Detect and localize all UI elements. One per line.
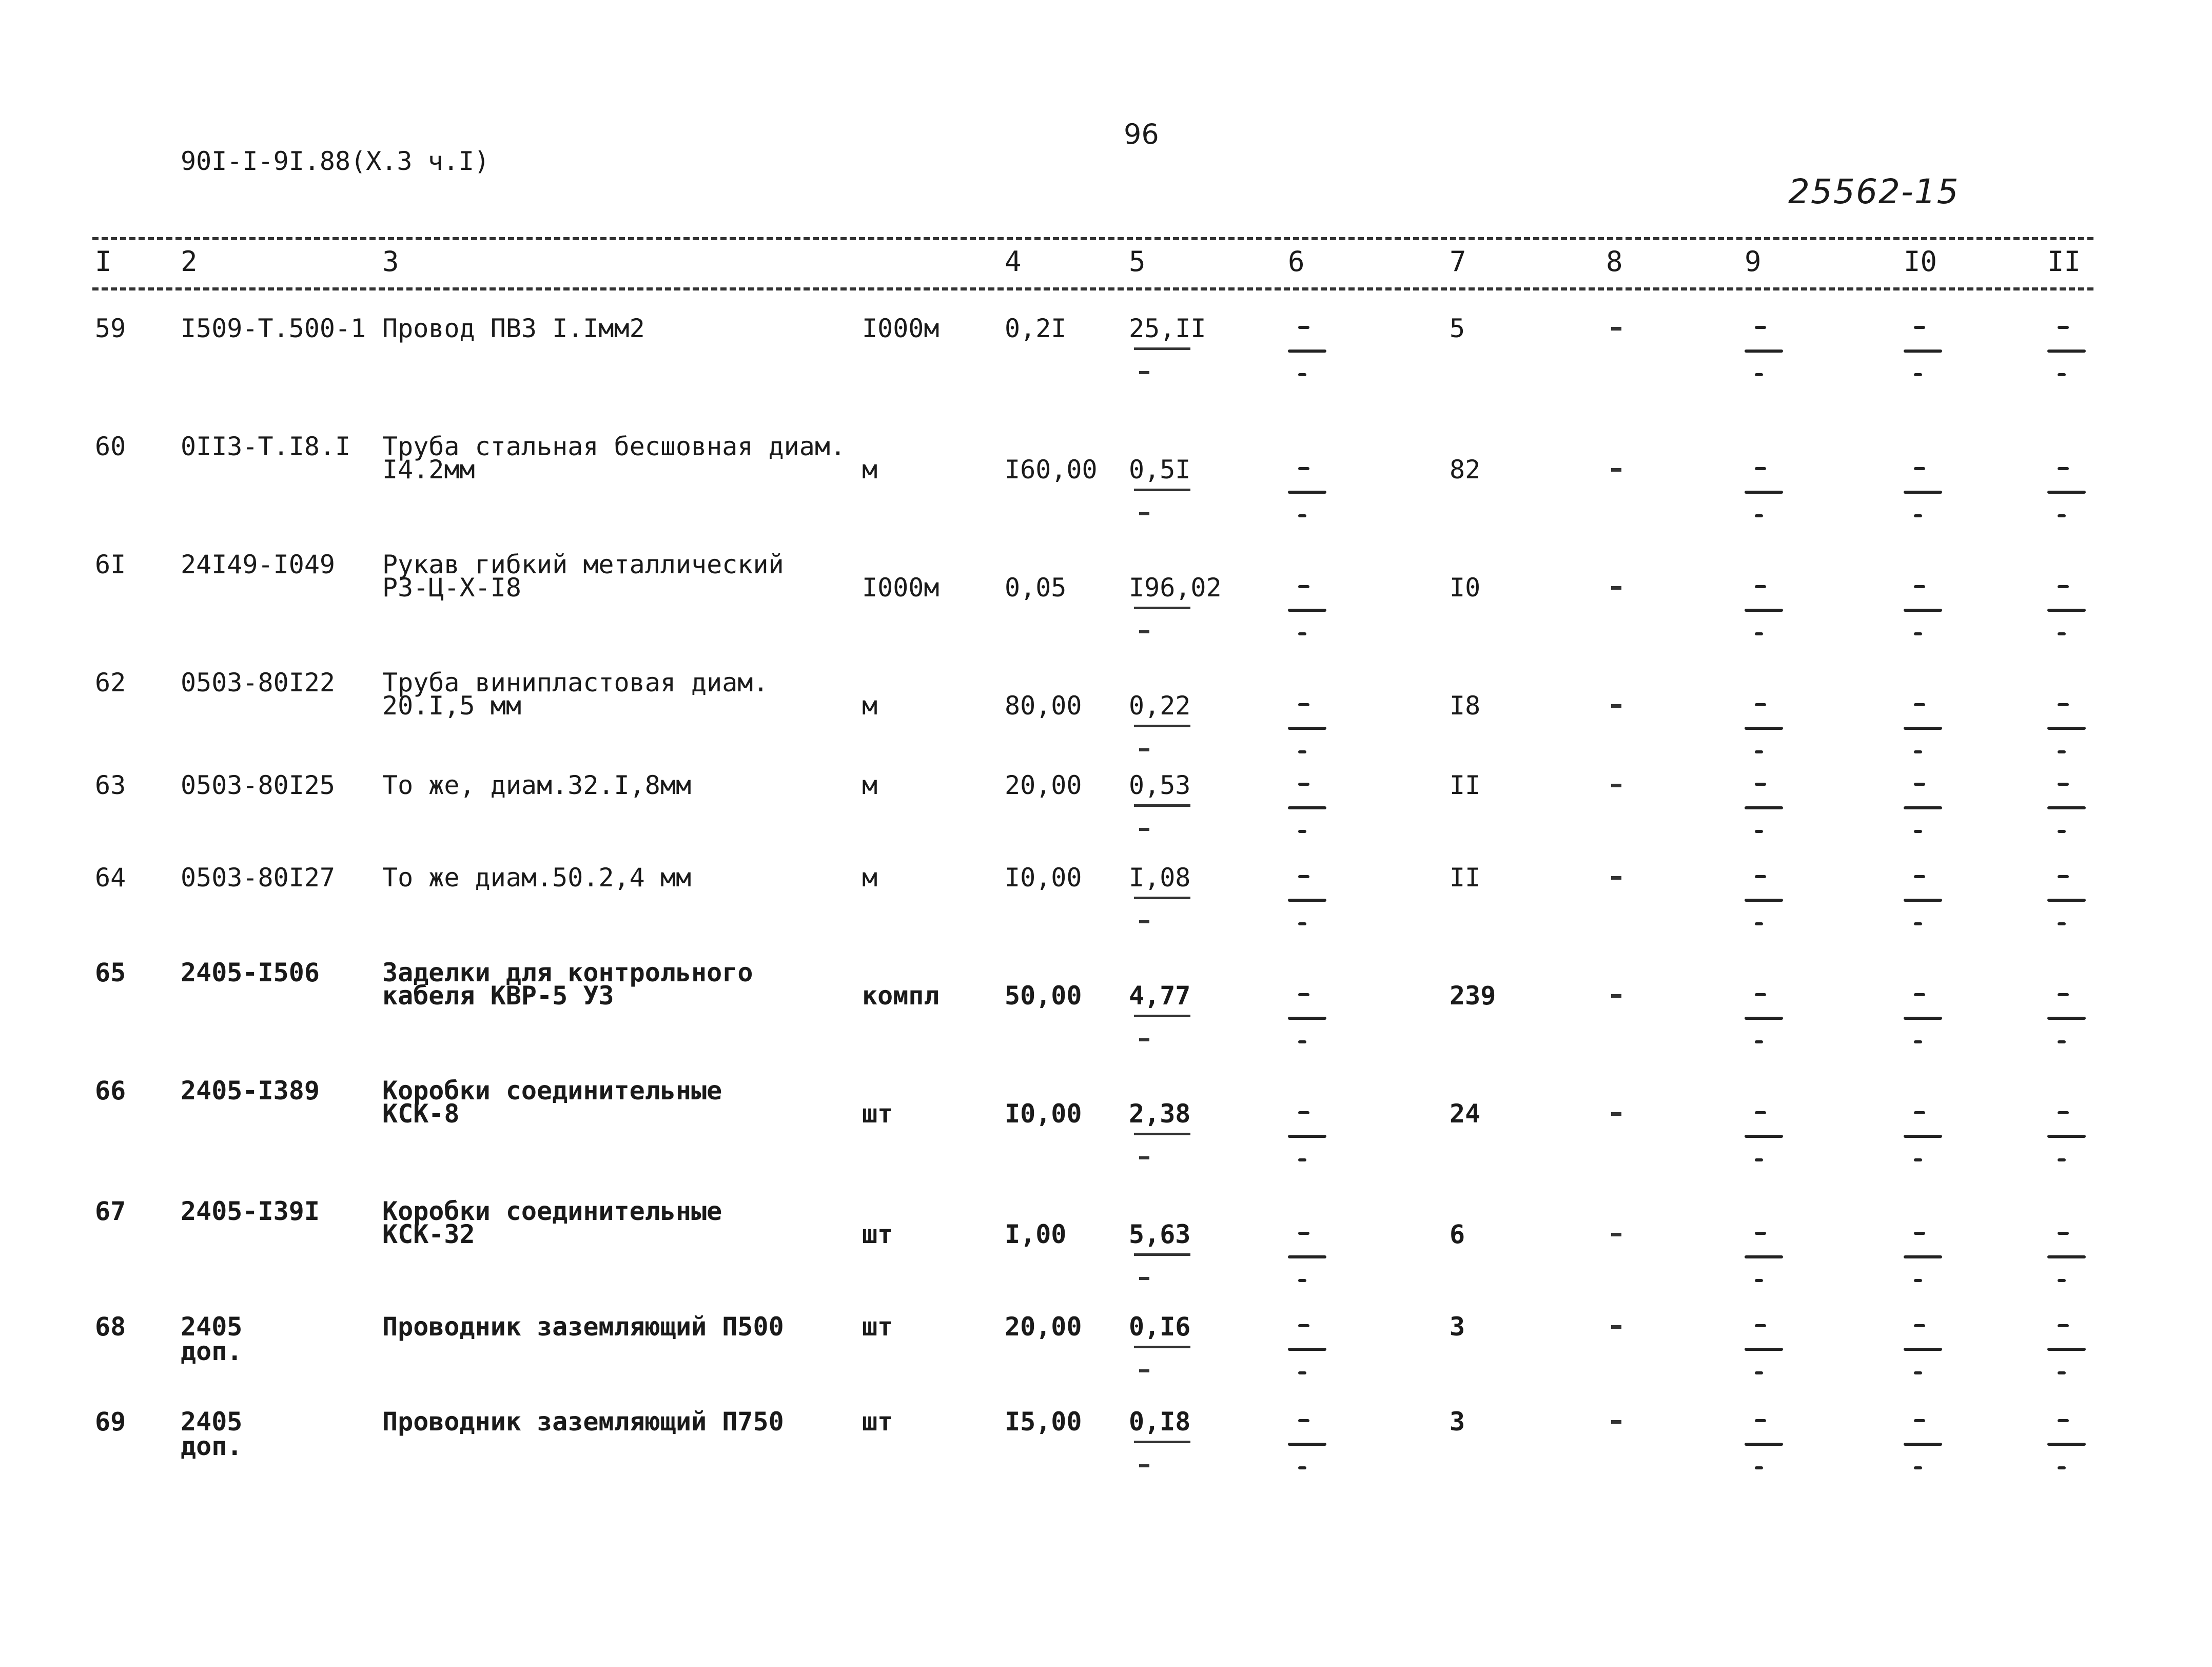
dash-mark <box>1904 703 1945 775</box>
col8-dash <box>1611 784 1621 787</box>
col8-dash <box>1611 586 1621 590</box>
unit-price: 0,5I <box>1129 455 1191 484</box>
dash-mark <box>1745 875 1786 947</box>
unit-price: 0,I6 <box>1129 1312 1191 1342</box>
col8-dash <box>1611 327 1621 331</box>
dash-mark <box>1904 993 1945 1065</box>
dash-mark <box>1288 783 1329 855</box>
row-number: 60 <box>95 432 126 461</box>
item-code: 0II3-T.I8.I <box>181 432 351 461</box>
item-name-line2: I4.2мм <box>382 455 475 484</box>
dash-mark <box>1288 1111 1329 1183</box>
unit: шт <box>862 1407 893 1437</box>
price-dash <box>1139 371 1149 374</box>
dash-mark <box>1288 1419 1329 1491</box>
unit-price: 0,I8 <box>1129 1407 1191 1437</box>
quantity: 20,00 <box>1005 1312 1082 1342</box>
price-underline <box>1134 1133 1190 1135</box>
col8-dash <box>1611 468 1621 472</box>
price-underline <box>1134 347 1190 350</box>
item-code-suffix: доп. <box>181 1431 243 1461</box>
item-name: То же диам.50.2,4 мм <box>382 863 692 893</box>
item-name: Труба винипластовая диам. <box>382 668 769 697</box>
price-dash <box>1139 1464 1149 1467</box>
col7-value: 239 <box>1450 981 1496 1011</box>
row-number: 63 <box>95 770 126 800</box>
unit: шт <box>862 1312 893 1342</box>
dash-mark <box>1904 585 1945 657</box>
dash-mark <box>2047 703 2088 775</box>
dash-mark <box>1745 993 1786 1065</box>
column-header: 5 <box>1129 245 1146 278</box>
price-dash <box>1139 828 1149 831</box>
unit-price: I,08 <box>1129 863 1191 893</box>
price-underline <box>1134 489 1190 491</box>
col7-value: II <box>1450 863 1481 893</box>
dash-mark <box>1745 585 1786 657</box>
price-dash <box>1139 512 1149 515</box>
item-code: 0503-80I25 <box>181 770 336 800</box>
item-name-line2: 20.I,5 мм <box>382 691 521 721</box>
col8-dash <box>1611 876 1621 880</box>
document-code: 90I-I-9I.88(X.3 ч.I) <box>181 146 490 176</box>
price-dash <box>1139 1369 1149 1372</box>
price-dash <box>1139 920 1149 923</box>
quantity: I5,00 <box>1005 1407 1082 1437</box>
col8-dash <box>1611 704 1621 708</box>
unit: м <box>862 691 878 721</box>
dash-mark <box>1745 1419 1786 1491</box>
price-underline <box>1134 1253 1190 1256</box>
quantity: I60,00 <box>1005 455 1098 484</box>
item-code: 2405-I389 <box>181 1076 320 1106</box>
column-header: 9 <box>1745 245 1761 278</box>
col8-dash <box>1611 994 1621 998</box>
dash-mark <box>2047 1324 2088 1396</box>
item-code: 2405 <box>181 1407 243 1437</box>
price-dash <box>1139 748 1149 751</box>
price-underline <box>1134 804 1190 807</box>
column-header: 3 <box>382 245 399 278</box>
col7-value: 24 <box>1450 1099 1481 1129</box>
col7-value: 82 <box>1450 455 1481 484</box>
dash-mark <box>1904 326 1945 398</box>
dash-mark <box>2047 875 2088 947</box>
item-name: Рукав гибкий металлический <box>382 550 784 579</box>
col7-value: 3 <box>1450 1407 1465 1437</box>
item-name: Заделки для контрольного <box>382 958 753 987</box>
item-name: Коробки соединительные <box>382 1196 722 1226</box>
col8-dash <box>1611 1325 1621 1329</box>
item-name: То же, диам.32.I,8мм <box>382 770 692 800</box>
dash-mark <box>1745 326 1786 398</box>
dash-mark <box>2047 1111 2088 1183</box>
unit: I000м <box>862 314 939 343</box>
dash-mark <box>1745 467 1786 539</box>
unit: м <box>862 863 878 893</box>
item-code-suffix: доп. <box>181 1336 243 1366</box>
unit-price: 2,38 <box>1129 1099 1191 1129</box>
col7-value: I8 <box>1450 691 1481 721</box>
dash-mark <box>1745 1111 1786 1183</box>
price-underline <box>1134 897 1190 899</box>
unit-price: 25,II <box>1129 314 1206 343</box>
quantity: I,00 <box>1005 1219 1067 1249</box>
dash-mark <box>1904 1232 1945 1304</box>
quantity: 0,2I <box>1005 314 1067 343</box>
dash-mark <box>1745 783 1786 855</box>
item-name: Коробки соединительные <box>382 1076 722 1106</box>
price-underline <box>1134 1346 1190 1348</box>
item-name: Проводник заземляющий П500 <box>382 1312 784 1342</box>
dash-mark <box>1288 703 1329 775</box>
unit-price: I96,02 <box>1129 573 1222 603</box>
column-header: 7 <box>1450 245 1466 278</box>
item-name: Проводник заземляющий П750 <box>382 1407 784 1437</box>
unit-price: 5,63 <box>1129 1219 1191 1249</box>
dash-mark <box>2047 993 2088 1065</box>
item-code: 2405-I39I <box>181 1196 320 1226</box>
unit: I000м <box>862 573 939 603</box>
dash-mark <box>1745 1324 1786 1396</box>
unit: м <box>862 770 878 800</box>
unit: шт <box>862 1099 893 1129</box>
col8-dash <box>1611 1420 1621 1424</box>
dash-mark <box>2047 1232 2088 1304</box>
item-name: Труба стальная бесшовная диам. <box>382 432 846 461</box>
page-number: 96 <box>1124 118 1159 150</box>
column-header: I0 <box>1904 245 1937 278</box>
dash-mark <box>2047 1419 2088 1491</box>
dash-mark <box>1288 1324 1329 1396</box>
item-code: 24I49-I049 <box>181 550 336 579</box>
sheet-number: 25562-15 <box>1788 172 1960 211</box>
row-number: 66 <box>95 1076 126 1106</box>
item-code: 2405 <box>181 1312 243 1342</box>
dash-mark <box>2047 467 2088 539</box>
item-code: 0503-80I27 <box>181 863 336 893</box>
col8-dash <box>1611 1112 1621 1116</box>
dash-mark <box>1904 467 1945 539</box>
dash-mark <box>2047 585 2088 657</box>
price-dash <box>1139 630 1149 633</box>
item-name-line2: РЗ-Ц-Х-I8 <box>382 573 521 603</box>
unit: компл <box>862 981 939 1011</box>
item-name: Провод ПВЗ I.Iмм2 <box>382 314 645 343</box>
price-dash <box>1139 1277 1149 1280</box>
column-header: 4 <box>1005 245 1022 278</box>
table-header-rule <box>92 287 2093 290</box>
column-header: 8 <box>1606 245 1623 278</box>
dash-mark <box>2047 783 2088 855</box>
row-number: 6I <box>95 550 126 579</box>
item-name-line2: КСК-32 <box>382 1219 475 1249</box>
column-header: I <box>95 245 112 278</box>
quantity: 20,00 <box>1005 770 1082 800</box>
unit: м <box>862 455 878 484</box>
item-code: 2405-I506 <box>181 958 320 987</box>
dash-mark <box>1745 703 1786 775</box>
price-underline <box>1134 607 1190 609</box>
item-code: I509-T.500-1 <box>181 314 366 343</box>
row-number: 64 <box>95 863 126 893</box>
col7-value: II <box>1450 770 1481 800</box>
quantity: 80,00 <box>1005 691 1082 721</box>
column-header: II <box>2047 245 2081 278</box>
dash-mark <box>1288 585 1329 657</box>
dash-mark <box>1288 993 1329 1065</box>
item-code: 0503-80I22 <box>181 668 336 697</box>
quantity: 50,00 <box>1005 981 1082 1011</box>
column-header: 2 <box>181 245 198 278</box>
unit-price: 4,77 <box>1129 981 1191 1011</box>
price-dash <box>1139 1156 1149 1159</box>
row-number: 59 <box>95 314 126 343</box>
col7-value: 6 <box>1450 1219 1465 1249</box>
item-name-line2: КСК-8 <box>382 1099 460 1129</box>
dash-mark <box>1288 326 1329 398</box>
row-number: 67 <box>95 1196 126 1226</box>
dash-mark <box>1288 467 1329 539</box>
col7-value: 5 <box>1450 314 1465 343</box>
price-underline <box>1134 725 1190 727</box>
column-header: 6 <box>1288 245 1305 278</box>
table-top-rule <box>92 237 2093 240</box>
col7-value: I0 <box>1450 573 1481 603</box>
dash-mark <box>1904 875 1945 947</box>
price-dash <box>1139 1038 1149 1041</box>
price-underline <box>1134 1015 1190 1017</box>
item-name-line2: кабеля КВР-5 УЗ <box>382 981 614 1011</box>
row-number: 62 <box>95 668 126 697</box>
unit: шт <box>862 1219 893 1249</box>
unit-price: 0,53 <box>1129 770 1191 800</box>
dash-mark <box>1904 783 1945 855</box>
row-number: 69 <box>95 1407 126 1437</box>
dash-mark <box>1904 1324 1945 1396</box>
quantity: I0,00 <box>1005 863 1082 893</box>
dash-mark <box>2047 326 2088 398</box>
row-number: 65 <box>95 958 126 987</box>
dash-mark <box>1745 1232 1786 1304</box>
quantity: 0,05 <box>1005 573 1067 603</box>
price-underline <box>1134 1441 1190 1443</box>
dash-mark <box>1288 875 1329 947</box>
unit-price: 0,22 <box>1129 691 1191 721</box>
col8-dash <box>1611 1233 1621 1236</box>
col7-value: 3 <box>1450 1312 1465 1342</box>
dash-mark <box>1904 1111 1945 1183</box>
dash-mark <box>1904 1419 1945 1491</box>
quantity: I0,00 <box>1005 1099 1082 1129</box>
row-number: 68 <box>95 1312 126 1342</box>
dash-mark <box>1288 1232 1329 1304</box>
